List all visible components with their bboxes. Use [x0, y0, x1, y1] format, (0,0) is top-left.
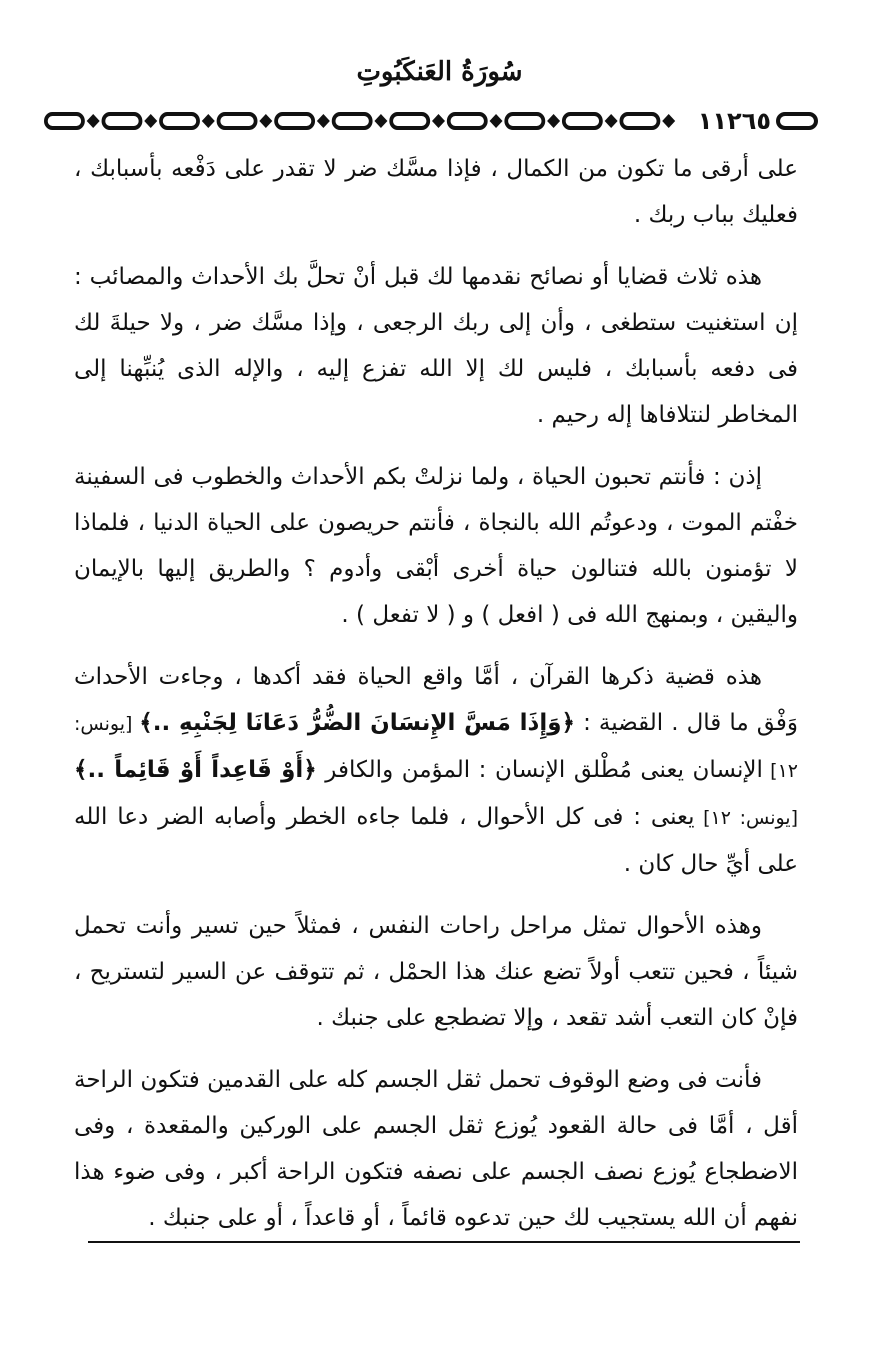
quran-verse: ﴿وَإِذَا مَسَّ الإِنسَانَ الضُّرُّ دَعَانَا لِجَنْبِهِ ..﴾ [139, 710, 576, 736]
chain-diamond [547, 114, 560, 128]
chain-link [103, 114, 140, 128]
verse-reference: [يونس: ١٢] [694, 807, 799, 829]
chain-diamond [662, 114, 675, 128]
chain-diamond [144, 114, 157, 128]
chain-diamond [317, 114, 330, 128]
decorative-chain-border [44, 106, 694, 136]
body-text [74, 146, 798, 1257]
chain-diamond [202, 114, 215, 128]
verse-reference: [يونس: ١٢] [74, 713, 798, 782]
chain-link [564, 114, 601, 128]
paragraph: هذه قضية ذكرها القرآن ، أمَّا واقع الحياة فقد أكدها ، وجاءت الأحداث وَفْق ما قال . القضية : ﴿وَإِذَا مَسَّ الإِنسَانَ الضُّرُّ دَعَانَا لِجَنْبِهِ ..﴾ [يونس: ١٢] الإنسان يعنى مُطْلق الإنسان : المؤمن والكافر ﴿أَوْ قَاعِداً أَوْ قَائِماً ..﴾ [يونس: ١٢] يعنى : فى كل الأحوال ، فلما جاءه الخطر وأصابه الضر دعا الله على أيِّ حال كان . [74, 664, 799, 877]
paragraph: وهذه الأحوال تمثل مراحل راحات النفس ، فمثلاً حين تسير وأنت تحمل شيئاً ، فحين تتعب أولاً تضع عنك هذا الحمْل ، ثم تتوقف عن السير لتستريح ، فإنْ كان التعب أشد تقعد ، وإلا تضطجع على جنبك . [74, 913, 798, 1031]
page-header-band [44, 106, 819, 136]
page-number: ١١٢٦٥ [697, 107, 771, 135]
paragraph: فأنت فى وضع الوقوف تحمل ثقل الجسم كله على القدمين فتكون الراحة أقل ، أمَّا فى حالة القعود يُوزع ثقل الجسم على الوركين والمقعدة ، وفى الاضطجاع يُوزع نصف الجسم على نصفه فتكون الراحة أكبر ، وفى ضوء هذا نفهم أن الله يستجيب لك حين تدعوه قائماً ، أو قاعداً ، أو على جنبك . [74, 1067, 798, 1231]
chain-diamond [490, 114, 503, 128]
chain-link [276, 114, 313, 128]
surah-title: سُورَةُ العَنكَبُوتِ [356, 57, 523, 87]
footer-rule [88, 1241, 800, 1243]
paragraph: هذه ثلاث قضايا أو نصائح نقدمها لك قبل أنْ تحلَّ بك الأحداث والمصائب : إن استغنيت ستطغى ، وأن إلى ربك الرجعى ، وإذا مسَّك ضر ، ولا حيلةَ لك فى دفعه بأسبابك ، فليس لك إلا الله تفزع إليه ، والإله الذى يُنبِّهنا إلى المخاطر لنتلافاها إله رحيم . [74, 264, 798, 428]
chain-link [391, 114, 428, 128]
chain-diamond [87, 114, 100, 128]
chain-diamond [432, 114, 445, 128]
chain-diamond [259, 114, 272, 128]
chain-diamond [605, 114, 618, 128]
chain-link [46, 114, 83, 128]
quran-verse: ﴿أَوْ قَاعِداً أَوْ قَائِماً ..﴾ [74, 757, 317, 783]
chain-link [506, 114, 543, 128]
chain-link [161, 114, 198, 128]
chain-link [334, 114, 371, 128]
chain-end-link [775, 106, 819, 136]
chain-link [621, 114, 658, 128]
paragraph: على أرقى ما تكون من الكمال ، فإذا مسَّك ضر لا تقدر على دَفْعه بأسبابك ، فعليك بباب ربك . [74, 156, 798, 228]
chain-link [219, 114, 256, 128]
paragraph: إذن : فأنتم تحبون الحياة ، ولما نزلتْ بكم الأحداث والخطوب فى السفينة خفْتم الموت ، ودعوتُم الله بالنجاة ، فأنتم حريصون على الحياة الدنيا ، فلماذا لا تؤمنون بالله فتنالون حياة أخرى أبْقى وأدوم ؟ والطريق إليها بالإيمان واليقين ، وبمنهج الله فى ( افعل ) و ( لا تفعل ) . [74, 464, 798, 628]
chain-diamond [374, 114, 387, 128]
chain-link [449, 114, 486, 128]
